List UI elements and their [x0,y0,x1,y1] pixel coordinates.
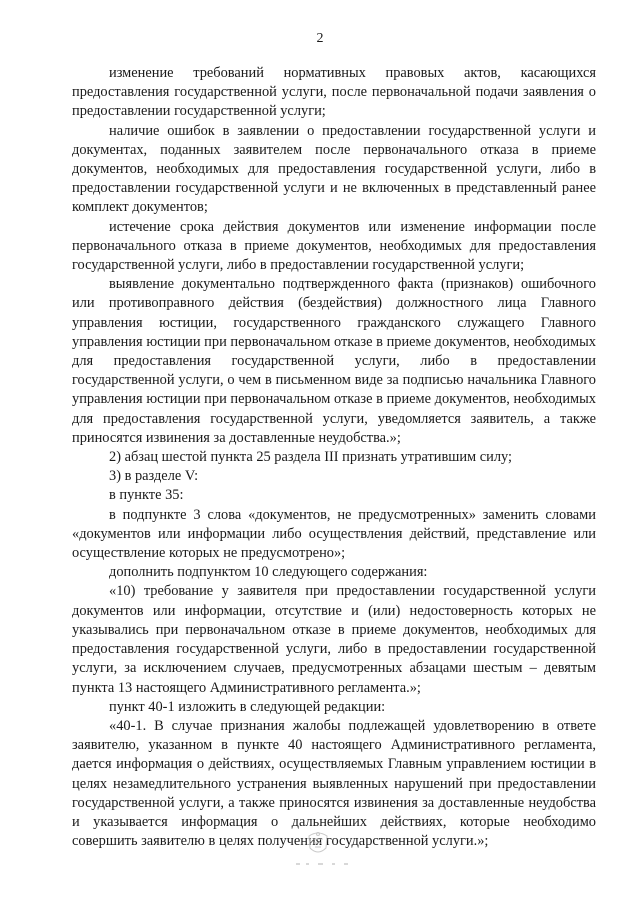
paragraph: 2) абзац шестой пункта 25 раздела III признать утратившим силу; [109,449,513,466]
paragraph: пункт 40-1 изложить в следующей редакции: [109,698,386,715]
paragraph: истечение срока действия документов или изменение информации после первоначального отказа в приеме документов, необходимых для предоставления государственной услуги, либо в предоставлении государственной услуги; [72,218,596,274]
paragraph: выявление документально подтвержденного факта (признаков) ошибочного или противоправного действия (бездействия) должностного лица Главного управления юстиции, государственного гражданского служащего Главного управления юстиции при первоначальном отказе в приеме документов, необходимых для предоставления государственной услуги, либо в предоставлении государственной услуги, о чем в письменном виде за подписью начальника Главного управления юстиции при первоначальном отказе в приеме документов, необходимых для предоставления государственной услуги, уведомляется заявитель, а также приносятся извинения за доставленные неудобства.»; [72,276,596,446]
paragraph: в подпункте 3 слова «документов, не предусмотренных» заменить словами «документов или информации либо осуществления действий, представление или осуществление которых не предусмотрено»; [72,506,596,562]
faint-mark [296,862,350,866]
paragraph: наличие ошибок в заявлении о предоставлении государственной услуги и документах, поданных заявителем после первоначального отказа в приеме документов, необходимых для предоставления государственной услуги, либо в предоставлении государственной услуги и не включенных в представленный ранее комплект документов; [72,122,596,216]
paragraph: «40-1. В случае признания жалобы подлежащей удовлетворению в ответе заявителю, указанном в пункте 40 настоящего Административного регламента, дается информация о действиях, осуществляемых Главным управлением юстиции в целях незамедлительного устранения выявленных нарушений при предоставлении государственной услуги, а также приносятся извинения за доставленные неудобства и указывается информация о дальнейших действиях, которые необходимо совершить заявителю в целях получения государственной услуги.»; [72,717,596,850]
paragraph: дополнить подпунктом 10 следующего содержания: [109,564,428,581]
paragraph: в пункте 35: [109,487,184,504]
paragraph: изменение требований нормативных правовых актов, касающихся предоставления государственной услуги, после первоначальной подачи заявления о предоставлении государственной услуги; [72,65,596,120]
body-text [72,64,596,851]
paragraph: «10) требование у заявителя при предоставлении государственной услуги документов или информации, отсутствие и (или) недостоверность которых не указывались при первоначальном отказе в приеме документов, необходимых для предоставления государственной услуги, либо в предоставлении государственной услуги, за исключением случаев, предусмотренных абзацами шестым – девятым пункта 13 настоящего Административного регламента.»; [72,583,596,696]
emblem-watermark-icon [305,828,331,858]
paragraph: 3) в разделе V: [109,468,199,485]
page-number: 2 [316,31,324,46]
